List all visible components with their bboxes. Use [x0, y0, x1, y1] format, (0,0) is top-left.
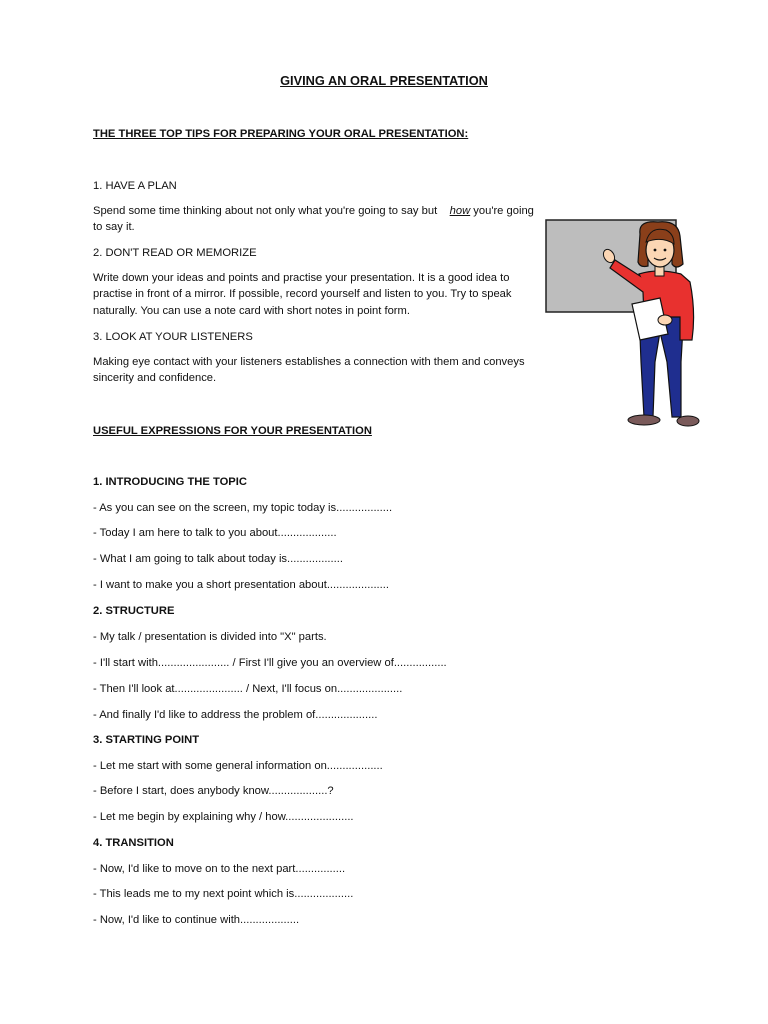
- section-1-heading: 1. INTRODUCING THE TOPIC: [93, 476, 247, 488]
- list-item: - Today I am here to talk to you about...................: [93, 527, 337, 539]
- tip-2-text: Write down your ideas and points and practise your presentation. It is a good idea to practise in front of a mirror. If possible, record yourself and listen to you. Try to speak naturally. You can use a note card with short notes in point form.: [93, 272, 512, 317]
- list-item: - Let me begin by explaining why / how......................: [93, 811, 354, 823]
- list-item: - Then I'll look at...................... / Next, I'll focus on.....................: [93, 683, 403, 695]
- list-item: - My talk / presentation is divided into "X" parts.: [93, 631, 327, 643]
- tip-1-text-after: you're going to say it.: [93, 205, 534, 234]
- page-title: GIVING AN ORAL PRESENTATION: [280, 73, 488, 88]
- list-item: - Let me start with some general information on..................: [93, 760, 383, 772]
- list-item: - This leads me to my next point which is...................: [93, 888, 354, 900]
- list-item: - I want to make you a short presentation about....................: [93, 579, 389, 591]
- list-item: - And finally I'd like to address the problem of....................: [93, 709, 378, 721]
- section-2-heading: 2. STRUCTURE: [93, 605, 175, 617]
- list-item: - Before I start, does anybody know...................?: [93, 785, 334, 797]
- tip-3-text: Making eye contact with your listeners establishes a connection with them and conveys sincerity and confidence.: [93, 356, 525, 385]
- list-item: - As you can see on the screen, my topic today is..................: [93, 502, 393, 514]
- presenter-illustration: [540, 212, 710, 432]
- tip-1-text: [93, 203, 543, 236]
- tip-1-heading: 1. HAVE A PLAN: [93, 180, 177, 192]
- expressions-heading: USEFUL EXPRESSIONS FOR YOUR PRESENTATION: [93, 425, 372, 437]
- list-item: - What I am going to talk about today is..................: [93, 553, 343, 565]
- list-item: - I'll start with....................... / First I'll give you an overview of.................: [93, 657, 447, 669]
- tip-1-emphasis: how: [449, 205, 471, 217]
- section-3-heading: 3. STARTING POINT: [93, 734, 200, 746]
- tips-heading: THE THREE TOP TIPS FOR PREPARING YOUR ORAL PRESENTATION:: [93, 128, 469, 140]
- tip-3-heading: 3. LOOK AT YOUR LISTENERS: [93, 331, 253, 343]
- list-item: - Now, I'd like to move on to the next part................: [93, 863, 346, 875]
- tip-1-text-before: Spend some time thinking about not only what you're going to say but: [93, 205, 438, 217]
- tip-2-heading: 2. DON'T READ OR MEMORIZE: [93, 247, 257, 259]
- list-item: - Now, I'd like to continue with...................: [93, 914, 300, 926]
- section-4-heading: 4. TRANSITION: [93, 837, 174, 849]
